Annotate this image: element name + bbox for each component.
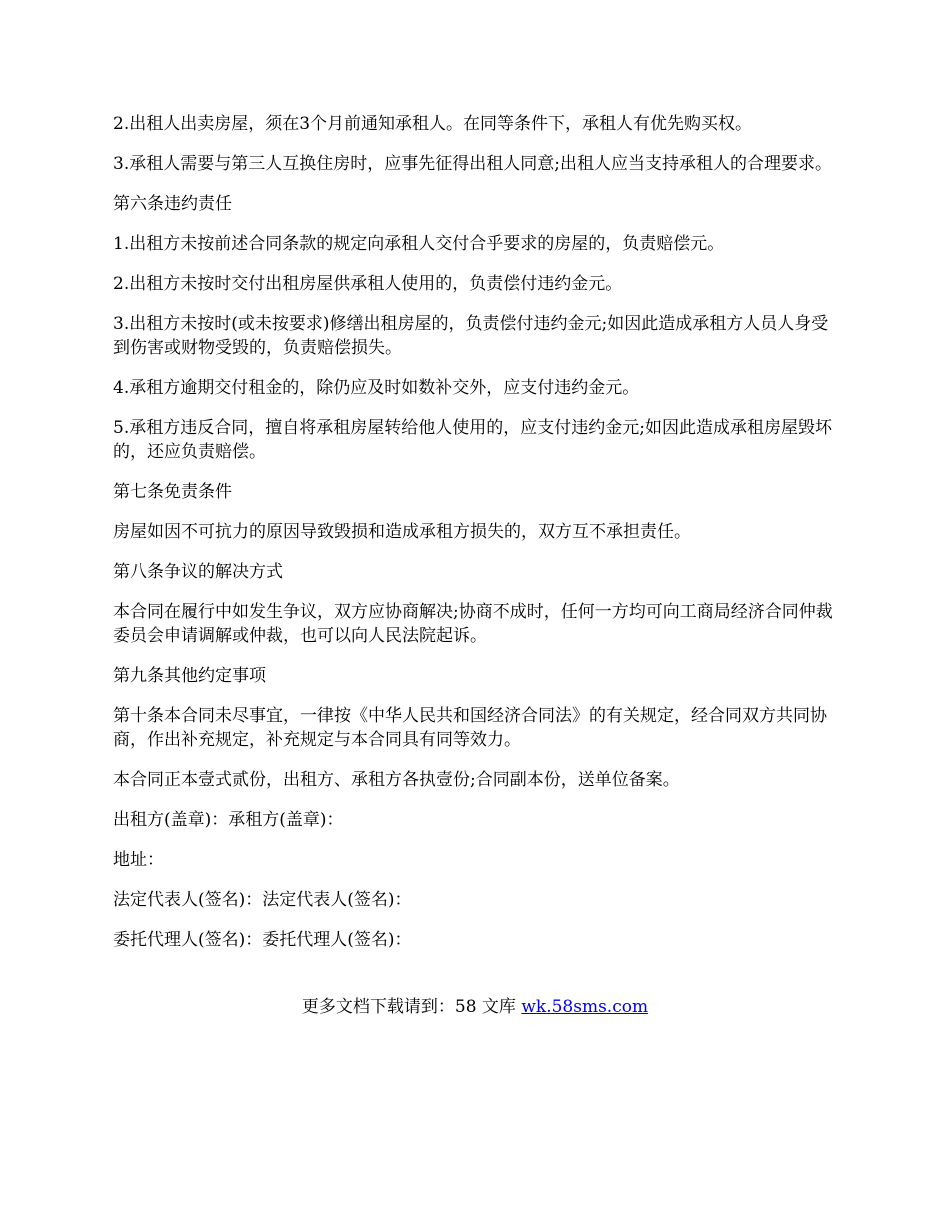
signature-line: 出租方(盖章)：承租方(盖章)： bbox=[113, 810, 344, 830]
footer-link[interactable]: wk.58sms.com bbox=[521, 997, 649, 1017]
section-heading: 第九条其他约定事项 bbox=[113, 666, 266, 686]
clause-paragraph: 本合同在履行中如发生争议，双方应协商解决;协商不成时，任何一方均可向工商局经济合同仲裁委员会申请调解或仲裁，也可以向人民法院起诉。 bbox=[113, 602, 833, 646]
signature-line: 法定代表人(签名)：法定代表人(签名)： bbox=[113, 890, 412, 910]
clause-paragraph: 3.承租人需要与第三人互换住房时，应事先征得出租人同意;出租人应当支持承租人的合理要求。 bbox=[113, 154, 832, 174]
clause-paragraph: 5.承租方违反合同，擅自将承租房屋转给他人使用的，应支付违约金元;如因此造成承租房屋毁坏的，还应负责赔偿。 bbox=[113, 418, 832, 462]
section-heading: 第六条违约责任 bbox=[113, 194, 232, 214]
clause-paragraph: 本合同正本壹式贰份，出租方、承租方各执壹份;合同副本份，送单位备案。 bbox=[113, 770, 680, 790]
signature-line: 地址： bbox=[113, 850, 164, 870]
clause-paragraph: 第十条本合同未尽事宜，一律按《中华人民共和国经济合同法》的有关规定，经合同双方共同协商，作出补充规定，补充规定与本合同具有同等效力。 bbox=[113, 706, 827, 750]
clause-paragraph: 4.承租方逾期交付租金的，除仍应及时如数补交外，应支付违约金元。 bbox=[113, 378, 640, 398]
clause-paragraph: 3.出租方未按时(或未按要求)修缮出租房屋的，负责偿付违约金元;如因此造成承租方人员人身受到伤害或财物受毁的，负责赔偿损失。 bbox=[113, 314, 829, 358]
footer-prefix: 更多文档下载请到：58 文库 bbox=[301, 997, 522, 1017]
download-footer bbox=[0, 995, 950, 1019]
clause-paragraph: 房屋如因不可抗力的原因导致毁损和造成承租方损失的，双方互不承担责任。 bbox=[113, 522, 691, 542]
section-heading: 第八条争议的解决方式 bbox=[113, 562, 283, 582]
clause-paragraph: 2.出租方未按时交付出租房屋供承租人使用的，负责偿付违约金元。 bbox=[113, 274, 623, 294]
clause-paragraph: 2.出租人出卖房屋，须在3个月前通知承租人。在同等条件下，承租人有优先购买权。 bbox=[113, 114, 753, 134]
signature-line: 委托代理人(签名)：委托代理人(签名)： bbox=[113, 930, 412, 950]
clause-paragraph: 1.出租方未按前述合同条款的规定向承租人交付合乎要求的房屋的，负责赔偿元。 bbox=[113, 234, 725, 254]
document-body bbox=[113, 112, 843, 968]
section-heading: 第七条免责条件 bbox=[113, 482, 232, 502]
